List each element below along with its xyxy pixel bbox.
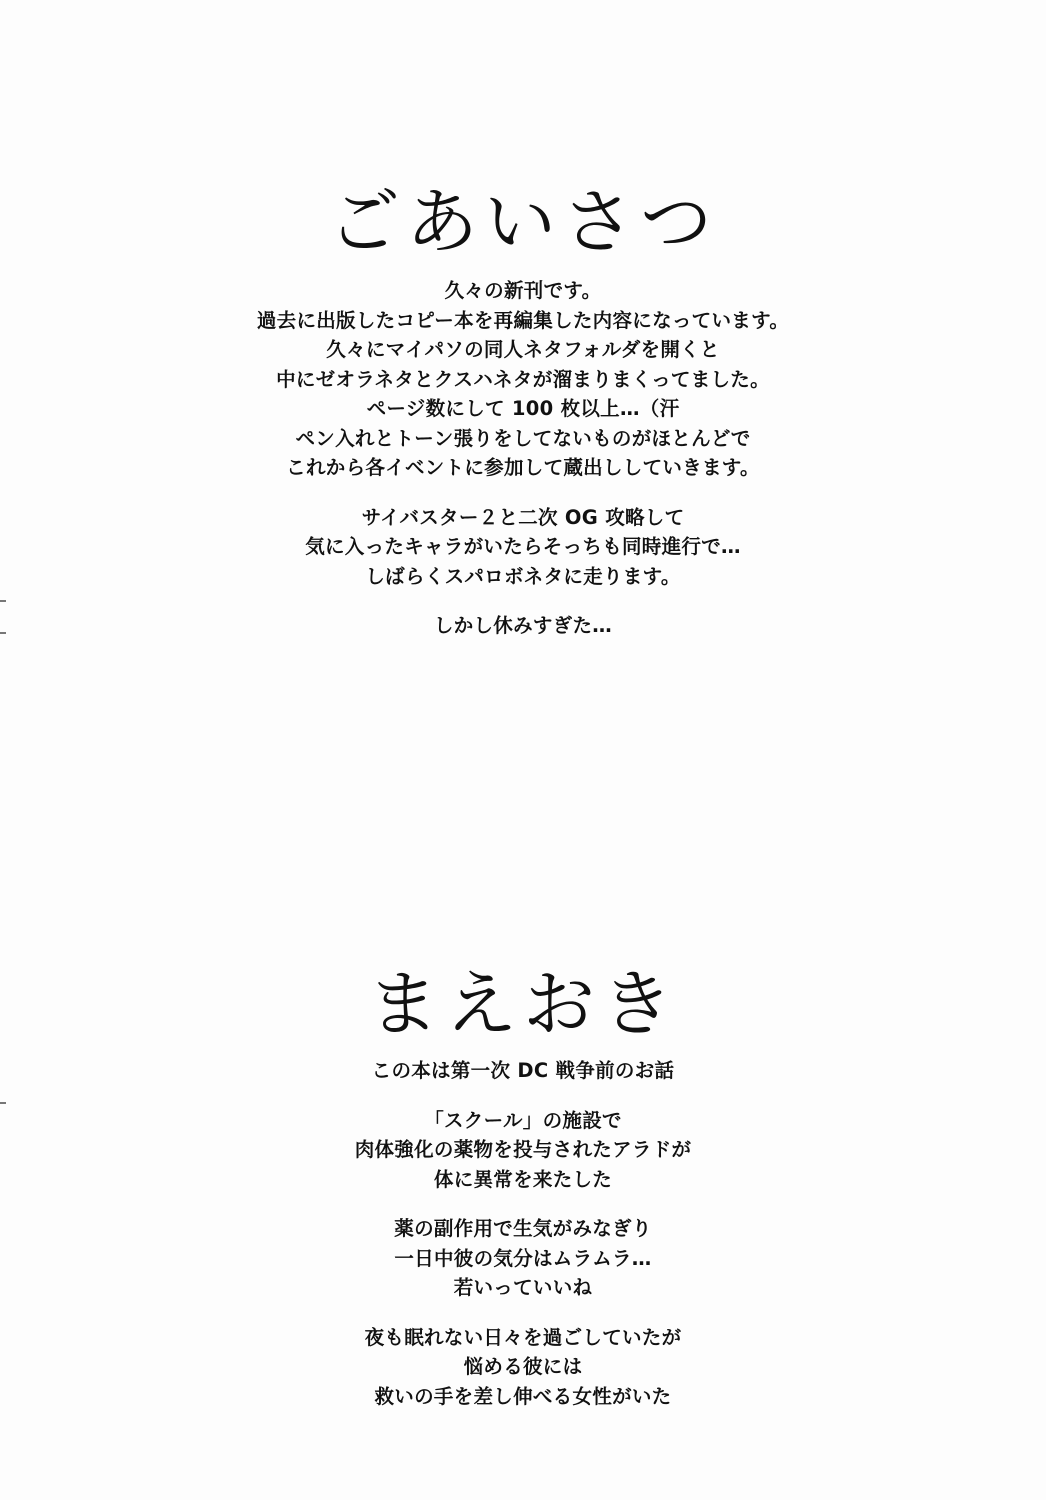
greeting-paragraph bbox=[0, 503, 1046, 592]
scan-mark bbox=[0, 632, 6, 634]
text-line: 過去に出版したコピー本を再編集した内容になっています。 bbox=[256, 308, 790, 332]
text-line: サイバスター２と二次 OG 攻略して bbox=[361, 505, 685, 529]
greeting-paragraph bbox=[0, 611, 1046, 641]
text-line: ページ数にして 100 枚以上…（汗 bbox=[366, 397, 680, 420]
greeting-section bbox=[0, 276, 1046, 641]
scan-mark bbox=[0, 600, 6, 602]
text-line: これから各イベントに参加して蔵出ししていきます。 bbox=[286, 456, 760, 479]
scan-mark bbox=[0, 1102, 6, 1104]
text-line: しばらくスパロボネタに走ります。 bbox=[365, 564, 681, 588]
preface-paragraph bbox=[0, 1056, 1046, 1086]
text-line: しかし休みすぎた… bbox=[433, 614, 613, 637]
text-line: 体に異常を来たした bbox=[433, 1167, 613, 1191]
greeting-paragraph bbox=[0, 276, 1046, 483]
text-line: この本は第一次 DC 戦争前のお話 bbox=[371, 1059, 675, 1082]
text-line: 気に入ったキャラがいたらそっちも同時進行で… bbox=[305, 535, 741, 558]
text-line: 夜も眠れない日々を過ごしていたが bbox=[364, 1325, 682, 1349]
text-line: 久々の新刊です。 bbox=[444, 279, 602, 302]
preface-paragraph bbox=[0, 1214, 1046, 1303]
text-line: 救いの手を差し伸べる女性がいた bbox=[374, 1384, 672, 1408]
text-line: 久々にマイパソの同人ネタフォルダを開くと bbox=[326, 338, 720, 361]
preface-title: まえおき bbox=[366, 962, 679, 1047]
text-line: 「スクール」の施設で bbox=[424, 1108, 622, 1132]
text-line: 中にゼオラネタとクスハネタが溜まりまくってました。 bbox=[276, 367, 770, 391]
text-line: 悩める彼には bbox=[463, 1355, 583, 1378]
preface-paragraph bbox=[0, 1323, 1046, 1412]
text-line: 一日中彼の気分はムラムラ… bbox=[394, 1246, 652, 1270]
text-line: ペン入れとトーン張りをしてないものがほとんどで bbox=[295, 426, 751, 450]
text-line: 肉体強化の薬物を投与されたアラドが bbox=[354, 1138, 692, 1161]
preface-paragraph bbox=[0, 1106, 1046, 1195]
text-line: 若いっていいね bbox=[453, 1276, 593, 1299]
preface-section bbox=[0, 1056, 1046, 1411]
text-line: 薬の副作用で生気がみなぎり bbox=[394, 1217, 652, 1240]
greeting-title: ごあいさつ bbox=[327, 180, 718, 265]
